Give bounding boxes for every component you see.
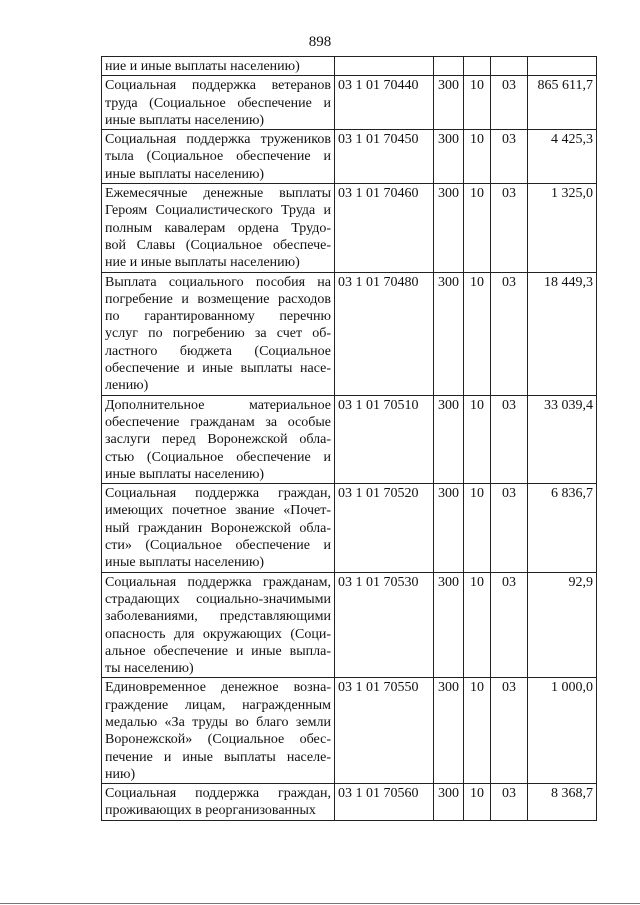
target-article-cell: 03 1 01 70480: [335, 272, 434, 395]
item-name-cell: [102, 395, 335, 483]
target-article-cell: [335, 57, 434, 76]
item-name-line: вой Славы (Социальное обеспече-: [105, 237, 331, 253]
budget-table-body: [102, 57, 597, 821]
subsection-cell: 03: [491, 678, 528, 784]
amount-cell: 8 368,7: [528, 784, 597, 821]
item-name-line: Единовременное денежное возна-: [105, 680, 331, 696]
amount-cell: 1 000,0: [528, 678, 597, 784]
item-name-line: иные выплаты населению): [105, 112, 265, 128]
item-name-line: заслуги перед Воронежской обла-: [105, 432, 331, 448]
amount-cell: 18 449,3: [528, 272, 597, 395]
target-article-cell: 03 1 01 70440: [335, 76, 434, 130]
section-cell: 10: [464, 484, 491, 572]
expense-type-cell: 300: [434, 76, 464, 130]
amount-cell: 1 325,0: [528, 184, 597, 272]
item-name-line: страдающих социально-значимыми: [105, 591, 331, 607]
expense-type-cell: 300: [434, 784, 464, 821]
subsection-cell: 03: [491, 184, 528, 272]
section-cell: 10: [464, 678, 491, 784]
target-article-cell: 03 1 01 70450: [335, 130, 434, 184]
item-name-cell: [102, 130, 335, 184]
amount-cell: 865 611,7: [528, 76, 597, 130]
item-name-line: иные выплаты населению): [105, 466, 265, 482]
expense-type-cell: 300: [434, 395, 464, 483]
target-article-cell: 03 1 01 70460: [335, 184, 434, 272]
item-name-line: Социальная поддержка граждан,: [105, 786, 331, 802]
item-name-line: Дополнительное материальное: [105, 397, 331, 413]
item-name-cell: [102, 678, 335, 784]
item-name-cell: [102, 484, 335, 572]
item-name-line: обеспечение гражданам за особые: [105, 414, 331, 430]
item-name-line: услуг по погребению за счет об-: [105, 326, 331, 342]
item-name-line: ние и иные выплаты населению): [105, 59, 300, 74]
item-name-line: опасность для окружающих (Соци-: [105, 626, 331, 642]
item-name-line: стью (Социальное обеспечение и: [105, 449, 331, 465]
expense-type-cell: 300: [434, 130, 464, 184]
item-name-line: медалью «За труды во благо земли: [105, 714, 331, 730]
item-name-line: ластного бюджета (Социальное: [105, 343, 331, 359]
item-name-line: по гарантированному перечню: [105, 309, 331, 325]
item-name-line: печение и иные выплаты населе-: [105, 749, 331, 765]
section-cell: 10: [464, 130, 491, 184]
item-name-line: ние и иные выплаты населению): [105, 255, 300, 271]
item-name-line: погребение и возмещение расходов: [105, 291, 331, 307]
expense-type-cell: 300: [434, 484, 464, 572]
item-name-line: имеющих почетное звание «Почет-: [105, 503, 331, 519]
section-cell: 10: [464, 572, 491, 678]
item-name-line: тыла (Социальное обеспечение и: [105, 149, 331, 165]
item-name-line: Выплата социального пособия на: [105, 274, 331, 290]
item-name-line: Ежемесячные денежные выплаты: [105, 186, 331, 202]
target-article-cell: 03 1 01 70520: [335, 484, 434, 572]
table-row: [102, 572, 597, 678]
target-article-cell: 03 1 01 70560: [335, 784, 434, 821]
target-article-cell: 03 1 01 70530: [335, 572, 434, 678]
target-article-cell: 03 1 01 70510: [335, 395, 434, 483]
amount-cell: 6 836,7: [528, 484, 597, 572]
table-row: [102, 272, 597, 395]
item-name-cell: [102, 572, 335, 678]
item-name-line: ный гражданин Воронежской обла-: [105, 520, 331, 536]
table-row: [102, 184, 597, 272]
section-cell: 10: [464, 395, 491, 483]
subsection-cell: 03: [491, 272, 528, 395]
item-name-line: полным кавалерам ордена Трудо-: [105, 220, 331, 236]
item-name-line: обеспечение и иные выплаты насе-: [105, 361, 331, 377]
table-row: [102, 784, 597, 821]
section-cell: 10: [464, 272, 491, 395]
item-name-cell: [102, 57, 335, 76]
item-name-line: Воронежской» (Социальное обес-: [105, 732, 331, 748]
expense-type-cell: 300: [434, 272, 464, 395]
item-name-line: заболеваниями, представляющими: [105, 609, 331, 625]
subsection-cell: 03: [491, 76, 528, 130]
section-cell: 10: [464, 784, 491, 821]
table-row: [102, 395, 597, 483]
table-row: [102, 76, 597, 130]
item-name-line: Героям Социалистического Труда и: [105, 203, 331, 219]
subsection-cell: 03: [491, 395, 528, 483]
item-name-cell: [102, 184, 335, 272]
section-cell: 10: [464, 184, 491, 272]
table-row: [102, 484, 597, 572]
subsection-cell: 03: [491, 572, 528, 678]
item-name-line: ты населению): [105, 661, 194, 677]
section-cell: [464, 57, 491, 76]
page-number: 898: [308, 34, 332, 50]
item-name-line: Социальная поддержка тружеников: [105, 132, 331, 148]
amount-cell: 4 425,3: [528, 130, 597, 184]
item-name-line: Социальная поддержка ветеранов: [105, 78, 331, 94]
item-name-line: Социальная поддержка гражданам,: [105, 574, 331, 590]
subsection-cell: [491, 57, 528, 76]
amount-cell: [528, 57, 597, 76]
item-name-line: граждение лицам, награжденным: [105, 697, 331, 713]
subsection-cell: 03: [491, 484, 528, 572]
item-name-cell: [102, 76, 335, 130]
item-name-line: проживающих в реорганизованных: [105, 803, 316, 819]
amount-cell: 33 039,4: [528, 395, 597, 483]
item-name-line: лению): [105, 378, 149, 394]
target-article-cell: 03 1 01 70550: [335, 678, 434, 784]
expense-type-cell: [434, 57, 464, 76]
subsection-cell: 03: [491, 784, 528, 821]
table-row: [102, 57, 597, 76]
expense-type-cell: 300: [434, 184, 464, 272]
item-name-line: иные выплаты населению): [105, 555, 265, 571]
item-name-line: Социальная поддержка граждан,: [105, 486, 331, 502]
item-name-line: нию): [105, 766, 136, 782]
item-name-line: иные выплаты населению): [105, 166, 265, 182]
amount-cell: 92,9: [528, 572, 597, 678]
item-name-cell: [102, 784, 335, 821]
item-name-cell: [102, 272, 335, 395]
item-name-line: труда (Социальное обеспечение и: [105, 95, 331, 111]
table-row: [102, 678, 597, 784]
table-row: [102, 130, 597, 184]
expense-type-cell: 300: [434, 572, 464, 678]
section-cell: 10: [464, 76, 491, 130]
expense-type-cell: 300: [434, 678, 464, 784]
page-bottom-rule: [0, 903, 640, 904]
budget-table: [101, 56, 597, 821]
subsection-cell: 03: [491, 130, 528, 184]
item-name-line: альное обеспечение и иные выпла-: [105, 643, 331, 659]
item-name-line: сти» (Социальное обеспечение и: [105, 538, 331, 554]
